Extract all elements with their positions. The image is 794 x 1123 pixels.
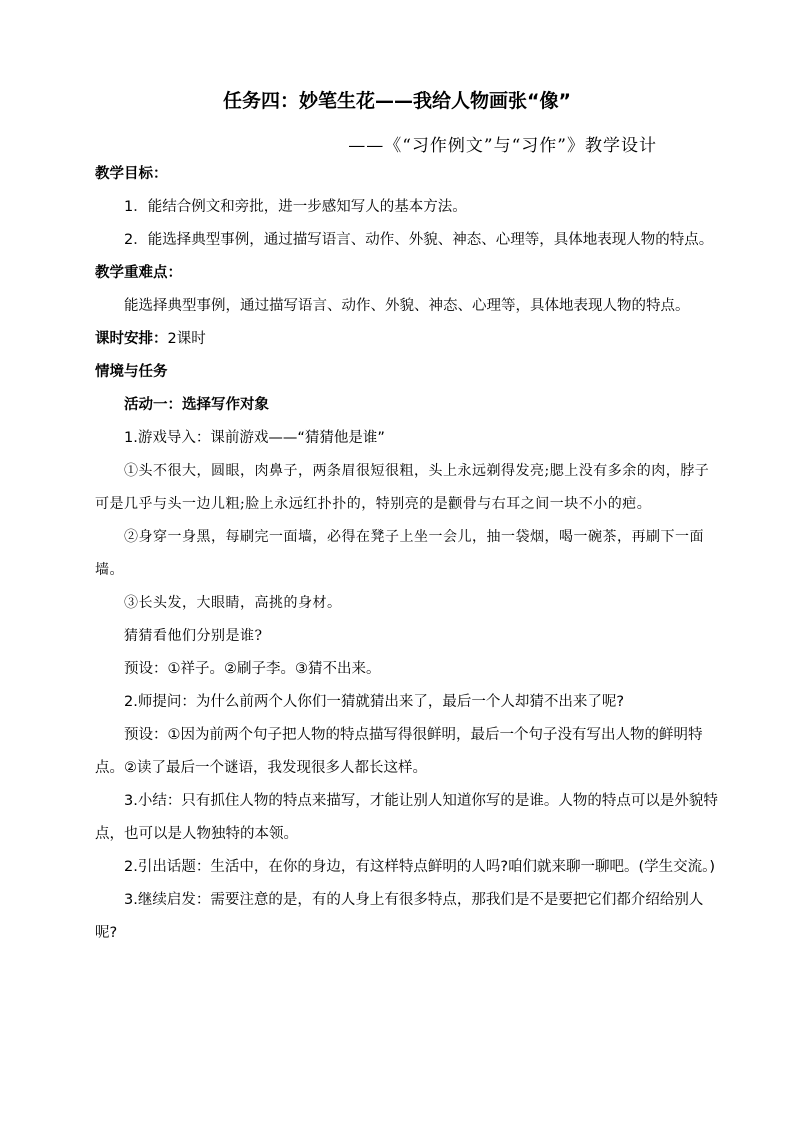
activity-title: 活动一：选择写作对象 [124,397,269,413]
teacher-question: 2.师提问：为什么前两个人你们一猜就猜出来了，最后一个人却猜不出来了呢? [124,694,625,710]
riddle-2: ②身穿一身黑，每刷完一面墙，必得在凳子上坐一会儿，抽一袋烟，喝一碗茶，再刷下一面墙。 [95,529,704,578]
preset-2: 预设：①因为前两个句子把人物的特点描写得很鲜明，最后一个句子没有写出人物的鲜明特点。②读了最后一个谜语，我发现很多人都长这样。 [95,727,703,776]
key-points-text: 能选择典型事例，通过描写语言、动作、外貌、神态、心理等，具体地表现人物的特点。 [124,298,690,314]
preset-1: 预设：①祥子。②刷子李。③猜不出来。 [124,661,381,677]
topic: 2.引出话题：生活中，在你的身边，有这样特点鲜明的人吗?咱们就来聊一聊吧。(学生交流。) [124,859,716,875]
document-body [95,158,721,950]
riddle-1: ①头不很大，圆眼，肉鼻子，两条眉很短很粗，头上永远剃得发亮;腮上没有多余的肉，脖子可是几乎与头一边儿粗;脸上永远红扑扑的，特别亮的是颧骨与右耳之间一块不小的疤。 [95,463,710,512]
situation-heading: 情境与任务 [95,364,168,380]
guess-prompt: 猜猜看他们分别是谁? [124,628,263,644]
goal-item-1: 1．能结合例文和旁批，进一步感知写人的基本方法。 [124,199,467,215]
schedule-line [95,323,721,356]
continue: 3.继续启发：需要注意的是，有的人身上有很多特点，那我们是不是要把它们都介绍给别人呢? [95,892,704,941]
goals-heading: 教学目标： [95,166,168,182]
schedule-label: 课时安排： [95,331,168,347]
schedule-value: 2课时 [167,331,206,347]
game-intro: 1.游戏导入：课前游戏——“猜猜他是谁” [124,430,385,446]
goal-item-2: 2．能选择典型事例，通过描写语言、动作、外貌、神态、心理等，具体地表现人物的特点。 [124,232,714,248]
key-points-heading: 教学重难点： [95,265,182,281]
page-subtitle: ——《“习作例文”与“习作”》教学设计 [348,136,657,156]
riddle-3: ③长头发，大眼睛，高挑的身材。 [124,595,342,611]
summary: 3.小结：只有抓住人物的特点来描写，才能让别人知道你写的是谁。人物的特点可以是外貌特点，也可以是人物独特的本领。 [95,793,718,842]
page-title: 任务四：妙笔生花——我给人物画张“像” [223,90,571,112]
